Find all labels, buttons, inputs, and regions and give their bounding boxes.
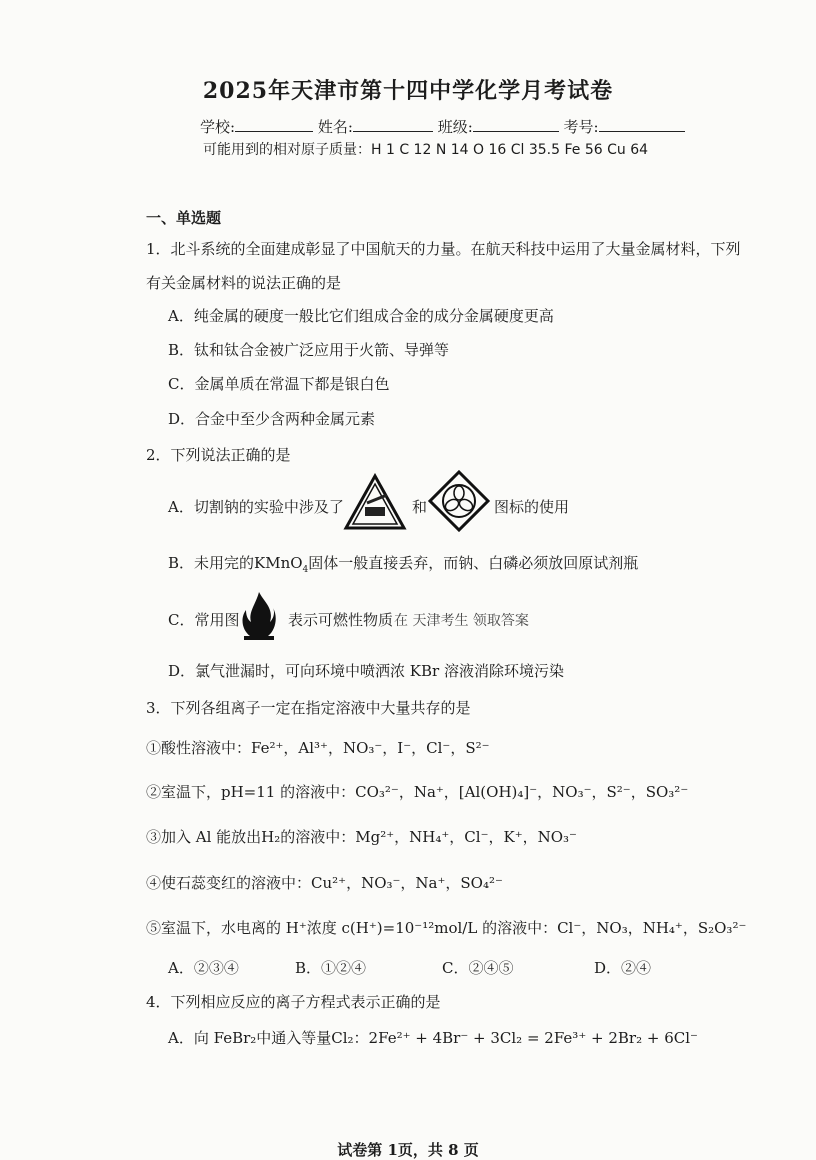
sharp-object-hazard-icon — [343, 473, 407, 531]
q2-option-a-text: A．切割钠的实验中涉及了 — [168, 498, 344, 516]
q4-stem: 4．下列相应反应的离子方程式表示正确的是 — [146, 993, 441, 1011]
number-blank — [599, 117, 685, 132]
atomic-masses: 可能用到的相对原子质量：H 1 C 12 N 14 O 16 Cl 35.5 Fe 56 Cu 64 — [203, 142, 649, 158]
q3-stem: 3．下列各组离子一定在指定溶液中大量共存的是 — [146, 699, 471, 717]
class-label: 班级: — [437, 118, 473, 136]
q3-statement-3: ③加入 Al 能放出H₂的溶液中：Mg²⁺，NH₄⁺，Cl⁻，K⁺，NO₃⁻ — [146, 828, 577, 846]
q3-statement-5: ⑤室温下，水电离的 H⁺浓度 c(H⁺)=10⁻¹²mol/L 的溶液中：Cl⁻，NO₃，NH₄⁺，S₂O₃²⁻ — [146, 919, 747, 937]
name-label: 姓名: — [317, 118, 353, 136]
student-info-line — [200, 116, 685, 137]
q1-option-d: D．合金中至少含两种金属元素 — [168, 410, 376, 428]
q3-statement-1: ①酸性溶液中：Fe²⁺，Al³⁺，NO₃⁻，I⁻，Cl⁻，S²⁻ — [146, 739, 490, 757]
name-blank — [353, 117, 433, 132]
q1-option-c: C．金属单质在常温下都是银白色 — [168, 375, 390, 393]
number-label: 考号: — [563, 118, 599, 136]
school-blank — [235, 117, 313, 132]
flame-icon — [240, 590, 278, 642]
q3-option-b: B．①②④ — [295, 959, 367, 977]
section-heading: 一、单选题 — [146, 209, 222, 227]
exam-title: 2025年天津市第十四中学化学月考试卷 — [202, 78, 614, 104]
class-blank — [473, 117, 559, 132]
q2-option-b — [168, 552, 638, 573]
q2-option-c-text: C．常用图 — [168, 611, 240, 629]
q3-option-d: D．②④ — [594, 959, 652, 977]
q3-statement-4: ④使石蕊变红的溶液中：Cu²⁺，NO₃⁻，Na⁺，SO₄²⁻ — [146, 874, 503, 892]
q3-option-a: A．②③④ — [168, 959, 239, 977]
q1-stem-line1: 1．北斗系统的全面建成彰显了中国航天的力量。在航天科技中运用了大量金属材料，下列 — [146, 240, 741, 258]
q2-stem: 2．下列说法正确的是 — [146, 446, 291, 464]
q2-option-a-suffix: 图标的使用 — [494, 498, 570, 516]
q1-option-b: B．钛和钛合金被广泛应用于火箭、导弹等 — [168, 341, 450, 359]
q2-option-b-pre: B．未用完的KMnO — [168, 554, 303, 572]
q3-statement-2: ②室温下，pH=11 的溶液中：CO₃²⁻，Na⁺，[Al(OH)₄]⁻，NO₃⁻，S²⁻，SO₃²⁻ — [146, 783, 689, 801]
q2-option-a-and: 和 — [412, 498, 428, 516]
q2-option-b-sub: 4 — [302, 565, 309, 575]
q3-option-c: C．②④⑤ — [442, 959, 514, 977]
q2-option-d: D．氯气泄漏时，可向环境中喷洒浓 KBr 溶液消除环境污染 — [168, 662, 564, 680]
q1-option-a: A．纯金属的硬度一般比它们组成合金的成分金属硬度更高 — [168, 307, 554, 325]
watermark-text: 在 天津考生 领取答案 — [394, 613, 529, 629]
q1-stem-line2: 有关金属材料的说法正确的是 — [146, 274, 342, 292]
q4-option-a: A．向 FeBr₂中通入等量Cl₂：2Fe²⁺ + 4Br⁻ + 3Cl₂ = 2Fe³⁺ + 2Br₂ + 6Cl⁻ — [168, 1029, 698, 1047]
school-label: 学校: — [200, 118, 236, 136]
q2-option-c-suffix: 表示可燃性物质 — [288, 611, 394, 629]
ventilation-fan-icon — [428, 470, 490, 532]
q2-option-b-post: 固体一般直接丢弃，而钠、白磷必须放回原试剂瓶 — [308, 554, 639, 572]
page-footer: 试卷第 1页，共 8 页 — [337, 1141, 479, 1159]
